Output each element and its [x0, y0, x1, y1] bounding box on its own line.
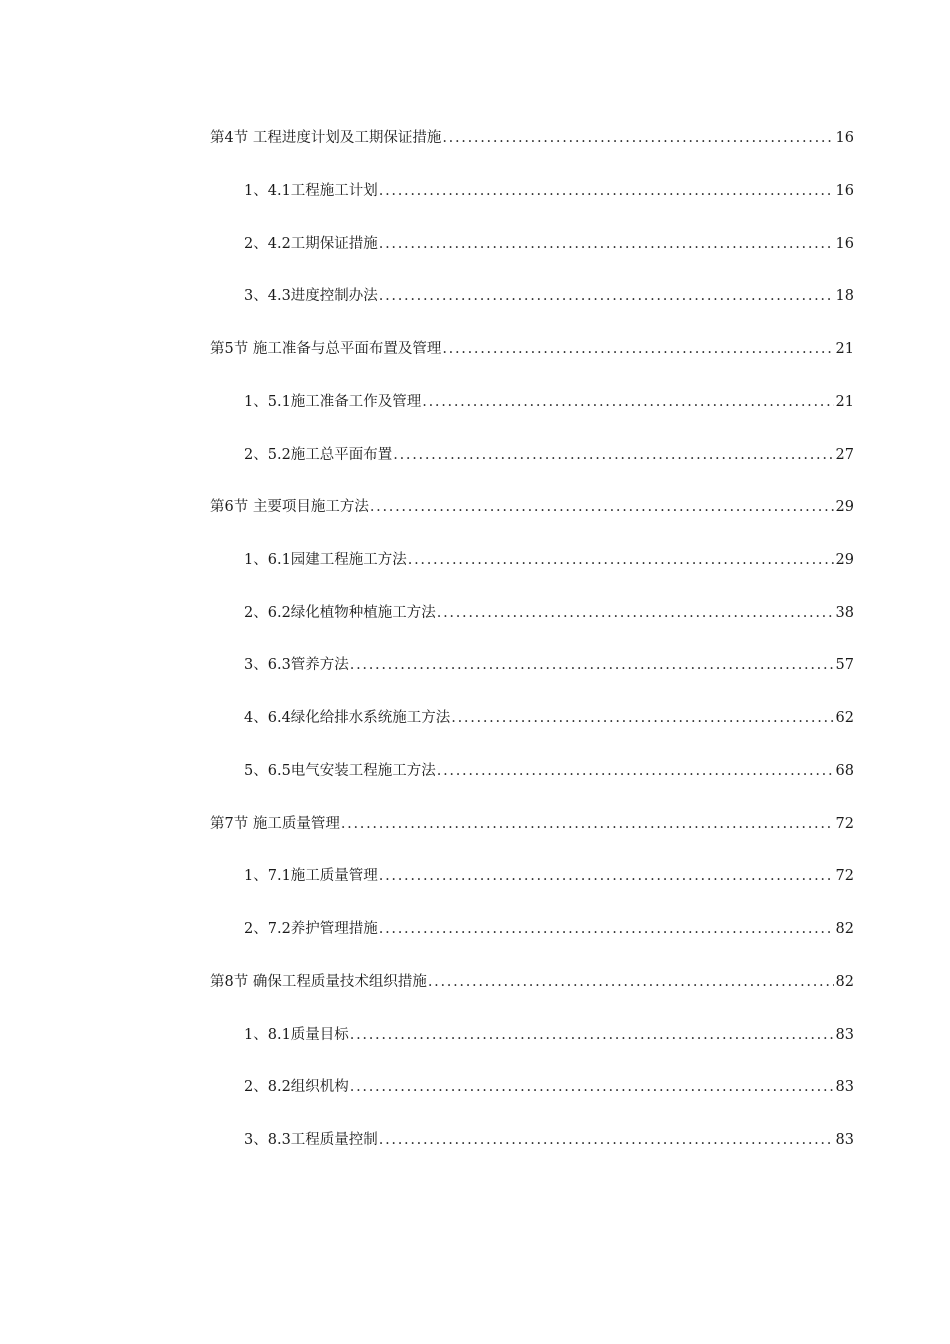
section-number: 第6节	[210, 499, 253, 515]
item-number: 1、	[244, 868, 268, 884]
entry-title: 施工质量管理	[252, 816, 340, 832]
entry-title: 5.2施工总平面布置	[267, 447, 393, 463]
leader-dots	[442, 126, 833, 150]
entry-title: 工程进度计划及工期保证措施	[252, 130, 442, 146]
leader-dots	[408, 548, 834, 572]
page-number: 68	[835, 763, 854, 779]
toc-entry-section-4[interactable]	[210, 126, 854, 150]
leader-dots	[341, 812, 834, 836]
entry-title: 6.5电气安装工程施工方法	[267, 763, 436, 779]
leader-dots	[428, 970, 834, 994]
entry-title: 施工准备与总平面布置及管理	[252, 341, 442, 357]
toc-entry-6-1[interactable]	[244, 548, 854, 572]
toc-entry-section-7[interactable]	[210, 812, 854, 836]
toc-entry-section-8[interactable]	[210, 970, 854, 994]
leader-dots	[370, 495, 834, 519]
entry-title: 7.1施工质量管理	[267, 868, 378, 884]
entry-title: 8.1质量目标	[267, 1027, 349, 1043]
leader-dots	[442, 337, 833, 361]
entry-title: 4.3进度控制办法	[267, 288, 378, 304]
leader-dots	[379, 917, 834, 941]
toc-entry-7-1[interactable]	[244, 864, 854, 888]
entry-title: 6.3管养方法	[267, 657, 349, 673]
entry-title: 8.3工程质量控制	[267, 1132, 378, 1148]
leader-dots	[379, 1128, 834, 1152]
leader-dots	[437, 759, 834, 783]
toc-entry-6-3[interactable]	[244, 653, 854, 677]
toc-entry-8-1[interactable]	[244, 1023, 854, 1047]
toc-entry-8-3[interactable]	[244, 1128, 854, 1152]
toc-entry-6-4[interactable]	[244, 706, 854, 730]
toc-entry-section-5[interactable]	[210, 337, 854, 361]
entry-title: 6.1园建工程施工方法	[267, 552, 407, 568]
entry-title: 7.2养护管理措施	[267, 921, 378, 937]
page-number: 57	[835, 657, 854, 673]
toc-entry-4-2[interactable]	[244, 232, 854, 256]
page-number: 21	[835, 394, 854, 410]
entry-title: 4.1工程施工计划	[267, 183, 378, 199]
item-number: 2、	[244, 1079, 268, 1095]
page-number: 83	[835, 1079, 854, 1095]
page-number: 16	[835, 236, 854, 252]
leader-dots	[379, 864, 834, 888]
entry-title: 5.1施工准备工作及管理	[267, 394, 422, 410]
leader-dots	[350, 1075, 834, 1099]
page-number: 72	[835, 868, 854, 884]
toc-entry-4-1[interactable]	[244, 179, 854, 203]
entry-title: 确保工程质量技术组织措施	[252, 974, 427, 990]
page-number: 27	[835, 447, 854, 463]
entry-title: 主要项目施工方法	[252, 499, 369, 515]
item-number: 2、	[244, 236, 268, 252]
section-number: 第8节	[210, 974, 253, 990]
item-number: 2、	[244, 921, 268, 937]
toc-entry-5-1[interactable]	[244, 390, 854, 414]
page-number: 83	[835, 1132, 854, 1148]
toc-entry-8-2[interactable]	[244, 1075, 854, 1099]
page-number: 83	[835, 1027, 854, 1043]
toc-entry-6-2[interactable]	[244, 601, 854, 625]
item-number: 1、	[244, 1027, 268, 1043]
page-number: 29	[835, 552, 854, 568]
leader-dots	[437, 601, 834, 625]
entry-title: 6.2绿化植物种植施工方法	[267, 605, 436, 621]
item-number: 1、	[244, 394, 268, 410]
item-number: 2、	[244, 447, 268, 463]
leader-dots	[379, 284, 834, 308]
leader-dots	[379, 179, 834, 203]
section-number: 第5节	[210, 341, 253, 357]
entry-title: 6.4绿化给排水系统施工方法	[267, 710, 451, 726]
item-number: 1、	[244, 183, 268, 199]
page-number: 16	[835, 130, 854, 146]
item-number: 1、	[244, 552, 268, 568]
page-number: 29	[835, 499, 854, 515]
section-number: 第4节	[210, 130, 253, 146]
page-number: 82	[835, 921, 854, 937]
page-number: 16	[835, 183, 854, 199]
leader-dots	[422, 390, 833, 414]
page-number: 18	[835, 288, 854, 304]
item-number: 3、	[244, 1132, 268, 1148]
entry-title: 4.2工期保证措施	[267, 236, 378, 252]
leader-dots	[451, 706, 833, 730]
item-number: 2、	[244, 605, 268, 621]
toc-entry-6-5[interactable]	[244, 759, 854, 783]
page-number: 82	[835, 974, 854, 990]
toc-entry-7-2[interactable]	[244, 917, 854, 941]
item-number: 5、	[244, 763, 268, 779]
toc-entry-5-2[interactable]	[244, 443, 854, 467]
page-number: 38	[835, 605, 854, 621]
section-number: 第7节	[210, 816, 253, 832]
page-number: 62	[835, 710, 854, 726]
toc-entry-section-6[interactable]	[210, 495, 854, 519]
toc-entry-4-3[interactable]	[244, 284, 854, 308]
item-number: 3、	[244, 288, 268, 304]
page-number: 21	[835, 341, 854, 357]
page-number: 72	[835, 816, 854, 832]
leader-dots	[350, 1023, 834, 1047]
entry-title: 8.2组织机构	[267, 1079, 349, 1095]
item-number: 3、	[244, 657, 268, 673]
leader-dots	[350, 653, 834, 677]
leader-dots	[393, 443, 833, 467]
leader-dots	[379, 232, 834, 256]
item-number: 4、	[244, 710, 268, 726]
